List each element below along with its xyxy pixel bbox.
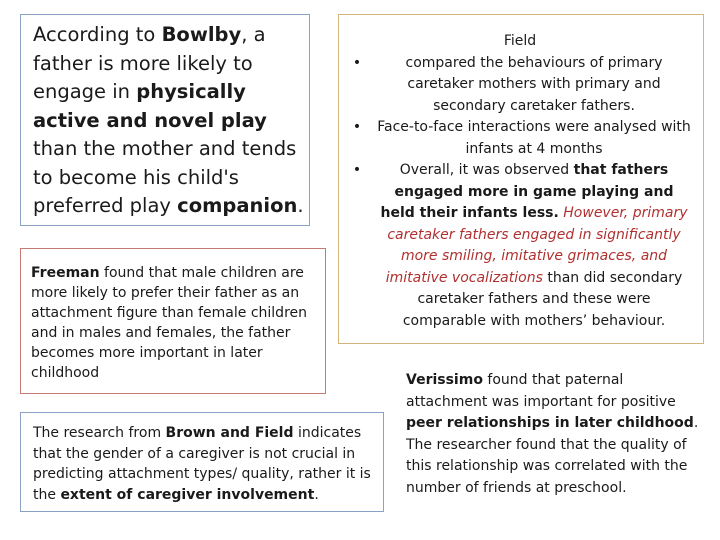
brown-field-text-box — [20, 412, 384, 512]
brown-field-extent: extent of caregiver involvement — [60, 486, 315, 503]
brown-field-text-2: indicates that the gender of a caregiver is not crucial in predicting attachment types/ quality, rather it is the — [33, 425, 371, 503]
field-text-box — [338, 14, 704, 344]
field-point-3-bold: that fathers engaged more in game playing and held their infants less. — [380, 162, 674, 221]
field-bullet-item — [349, 160, 691, 332]
verissimo-peer-relationships: peer relationships in later childhood — [406, 415, 694, 431]
field-bullet-item — [349, 53, 691, 118]
bowlby-text-2: , a father is more likely to engage in — [33, 23, 266, 103]
field-bullet-list — [349, 53, 691, 333]
bowlby-name: Bowlby — [161, 23, 242, 46]
brown-field-names: Brown and Field — [165, 425, 294, 441]
bowlby-text-box — [20, 14, 310, 226]
field-point-3-text-1: Overall, it was observed — [399, 162, 574, 178]
bullet-icon: • — [352, 119, 362, 135]
field-title: Field — [503, 33, 537, 49]
verissimo-text-2: . The researcher found that the quality of this relationship was correlated with the number of friends at preschool. — [406, 415, 699, 496]
bowlby-play-type: physically active and novel play — [33, 80, 267, 132]
field-point-3-text-2: than did secondary caretaker fathers and these were comparable with mothers’ behaviour. — [402, 269, 683, 329]
verissimo-text-1: found that paternal attachment was important for positive — [406, 372, 676, 410]
bowlby-companion: companion — [177, 194, 298, 217]
freeman-text: found that male children are more likely to prefer their father as an attachment figure than female children and in males and females, the father becomes more important in later childhood — [31, 265, 308, 381]
verissimo-name: Verissimo — [406, 372, 483, 388]
freeman-name: Freeman — [31, 265, 100, 281]
bullet-icon: • — [352, 162, 362, 178]
brown-field-text-3: . — [314, 486, 319, 503]
brown-field-text-1: The research from — [33, 425, 166, 441]
verissimo-text-box — [398, 360, 708, 504]
bullet-icon: • — [352, 54, 362, 71]
field-bullet-item — [349, 117, 691, 160]
freeman-text-box — [20, 248, 326, 394]
bowlby-text-1: According to — [33, 23, 162, 46]
bowlby-text-4: . — [297, 194, 304, 217]
field-point-1: compared the behaviours of primary caretaker mothers with primary and secondary caretaker fathers. — [405, 54, 663, 114]
field-point-2: Face-to-face interactions were analysed with infants at 4 months — [377, 119, 691, 157]
field-point-3-highlight: However, primary caretaker fathers engaged in significantly more smiling, imitative grimaces, and imitative vocalizations — [385, 205, 688, 286]
bowlby-text-3: than the mother and tends to become his child's preferred play — [33, 137, 297, 217]
